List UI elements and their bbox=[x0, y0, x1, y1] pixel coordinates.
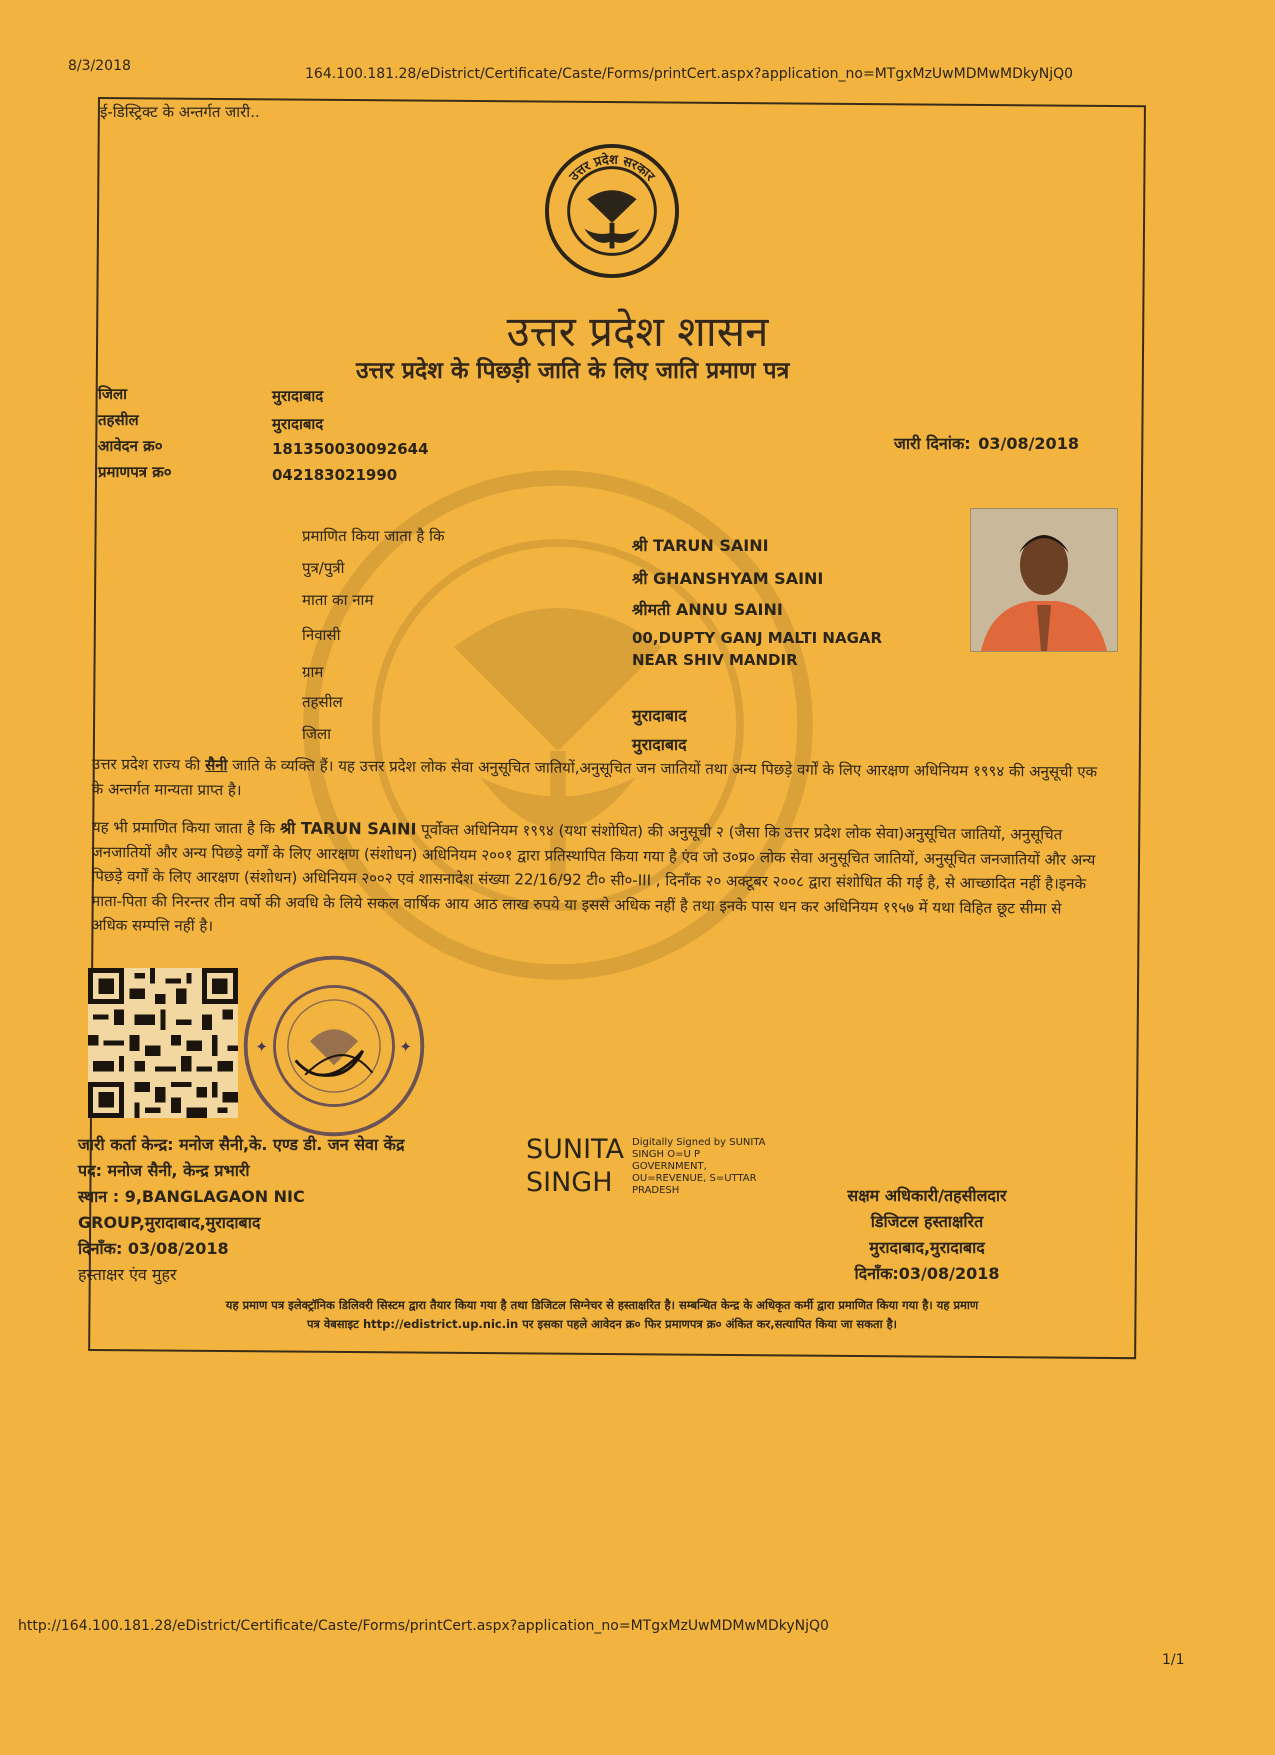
digital-signature-name-1: SUNITA bbox=[526, 1134, 624, 1165]
certified-label: प्रमाणित किया जाता है कि bbox=[302, 527, 445, 545]
applicant-photo bbox=[970, 508, 1118, 652]
issuer-signature-label: हस्ताक्षर एंव मुहर bbox=[78, 1265, 177, 1284]
field-tehsil-label: तहसील bbox=[302, 693, 343, 711]
svg-text:✦: ✦ bbox=[399, 1037, 413, 1056]
certificate-subtitle: उत्तर प्रदेश के पिछड़ी जाति के लिए जाति प्रमाण पत्र bbox=[356, 358, 790, 384]
mother-label: माता का नाम bbox=[302, 591, 374, 609]
svg-text:✦: ✦ bbox=[255, 1037, 269, 1056]
district-label: जिला bbox=[98, 385, 128, 403]
village-label: ग्राम bbox=[302, 663, 324, 681]
qr-code-icon bbox=[88, 968, 238, 1118]
print-footer-url: http://164.100.181.28/eDistrict/Certificate/Caste/Forms/printCert.aspx?application_no=MTgxMzUwMDMwMDkyNjQ0 bbox=[18, 1618, 829, 1634]
issuer-block bbox=[78, 1132, 404, 1288]
issue-date bbox=[892, 432, 1079, 454]
tehsil-label: तहसील bbox=[98, 411, 139, 429]
application-no-value: 181350030092644 bbox=[272, 440, 429, 458]
field-district-value: मुरादाबाद bbox=[632, 735, 687, 754]
issuer-centre: जारी कर्ता केन्द्र: मनोज सैनी,के. एण्ड डी. जन सेवा केंद्र bbox=[78, 1135, 405, 1154]
officer-title: सक्षम अधिकारी/तहसीलदार bbox=[847, 1186, 1007, 1205]
son-daughter-label: पुत्र/पुत्री bbox=[302, 559, 345, 577]
officer-signed: डिजिटल हस्ताक्षरित bbox=[870, 1212, 984, 1231]
officer-block bbox=[812, 1183, 1042, 1287]
verification-note-line-1: यह प्रमाण पत्र इलेक्ट्रॉनिक डिलिवरी सिस्टम द्वारा तैयार किया गया है तथा डिजिटल सिग्नेचर से हस्ताक्षरित है। सम्बन्धित केन्द्र के अधिकृत कर्मी द्वारा प्रमाणित किया गया है। यह प्रमाण bbox=[225, 1298, 979, 1312]
emblem-text: उत्तर प्रदेश सरकार bbox=[566, 152, 658, 185]
verification-note-line-2: पत्र वेबसाइट http://edistrict.up.nic.in पर इसका पहले आवेदन क्र० फिर प्रमाणपत्र क्र० अंकित कर,सत्यापित किया जा सकता है। bbox=[306, 1317, 898, 1331]
issue-date-label: जारी दिनांक: bbox=[894, 434, 971, 453]
field-tehsil-value: मुरादाबाद bbox=[632, 706, 687, 725]
page-number: 1/1 bbox=[1162, 1652, 1185, 1668]
application-no-label: आवेदन क्र० bbox=[98, 437, 163, 455]
field-district-label: जिला bbox=[302, 725, 332, 743]
print-date: 8/3/2018 bbox=[68, 58, 131, 74]
issuer-date: दिनाँक: 03/08/2018 bbox=[78, 1239, 229, 1258]
address-line-1: 00,DUPTY GANJ MALTI NAGAR bbox=[632, 629, 883, 647]
father-name: श्री GHANSHYAM SAINI bbox=[632, 569, 824, 588]
digital-signature-name-2: SINGH bbox=[526, 1167, 613, 1198]
tehsil-value: मुरादाबाद bbox=[272, 415, 324, 433]
mother-name: श्रीमती ANNU SAINI bbox=[632, 600, 783, 619]
up-government-emblem-icon bbox=[543, 142, 681, 280]
verification-note bbox=[92, 1296, 1112, 1334]
digital-signature-details: Digitally Signed by SUNITA SINGH O=U P GOVERNMENT, OU=REVENUE, S=UTTAR PRADESH bbox=[632, 1137, 766, 1196]
certify-para-name: श्री TARUN SAINI bbox=[279, 818, 417, 839]
issuer-place-line-2: GROUP,मुरादाबाद,मुरादाबाद bbox=[78, 1213, 261, 1232]
caste-paragraph bbox=[92, 752, 1102, 809]
issuer-post: पद: मनोज सैनी, केन्द्र प्रभारी bbox=[78, 1161, 250, 1180]
applicant-portrait-icon bbox=[971, 509, 1117, 651]
resident-label: निवासी bbox=[302, 626, 341, 644]
print-header-url: 164.100.181.28/eDistrict/Certificate/Caste/Forms/printCert.aspx?application_no=MTgxMzUwMDMwMDkyNjQ0 bbox=[305, 66, 1074, 82]
officer-date: दिनाँक:03/08/2018 bbox=[854, 1264, 1000, 1283]
certify-para-prefix: यह भी प्रमाणित किया जाता है कि bbox=[91, 817, 276, 838]
district-value: मुरादाबाद bbox=[272, 387, 324, 405]
issuer-place-line-1: स्थान : 9,BANGLAGAON NIC bbox=[78, 1187, 305, 1206]
officer-place: मुरादाबाद,मुरादाबाद bbox=[869, 1238, 985, 1257]
certificate-no-label: प्रमाणपत्र क्र० bbox=[98, 463, 172, 481]
caste-name: सैनी bbox=[205, 755, 228, 775]
certificate-no-value: 042183021990 bbox=[272, 466, 398, 484]
address-line-2: NEAR SHIV MANDIR bbox=[632, 651, 798, 669]
digital-signature bbox=[526, 1133, 766, 1199]
rubber-stamp-seal-icon bbox=[238, 950, 430, 1142]
issued-under-text: ई-डिस्ट्रिक्ट के अन्तर्गत जारी.. bbox=[100, 103, 260, 121]
holder-name: श्री TARUN SAINI bbox=[632, 536, 769, 555]
creamy-layer-paragraph bbox=[91, 815, 1102, 945]
issue-date-value: 03/08/2018 bbox=[978, 434, 1079, 453]
certificate-title: उत्तर प्रदेश शासन bbox=[506, 307, 769, 356]
certify-para-body: पूर्वोक्त अधिनियम १९९४ (यथा संशोधित) की अनुसूची २ (जैसा कि उत्तर प्रदेश लोक सेवा)अनुसूचित जातियों, अनुसूचित जनजातियों और अन्य पिछड़े वर्गों के लिए आरक्षण (संशोधन) अधिनियम २००१ द्वारा प्रतिस्थापित किया गया है एंव जो उ०प्र० लोक सेवा अनुसूचित जातियों, अनुसूचित जनजातियों और अन्य पिछड़े वर्गों के लिए आरक्षण (संशोधन) अधिनियम २००२ एवं शासनादेश संख्या 22/16/92 टी० सी०-III , दिनाँक २० अक्टूबर २००८ द्वारा संशोधित की गई है, से आच्छादित नहीं है।इनके माता-पिता की निरन्तर तीन वर्षो की अवधि के लिये सकल वार्षिक आय आठ लाख रुपये या इससे अधिक नहीं है तथा इनके पास धन कर अधिनियम १९५७ में यथा विहित छूट सीमा से अधिक सम्पत्ति नहीं है। bbox=[91, 820, 1096, 935]
caste-para-body: जाति के व्यक्ति हैं। यह उत्तर प्रदेश लोक सेवा अनुसूचित जातियों,अनुसूचित जन जातियों तथा अन्य पिछड़े वर्गों के लिए आरक्षण अधिनियम १९९४ की अनुसूची एक के अन्तर्गत मान्यता प्राप्त है। bbox=[91, 756, 1098, 799]
caste-para-prefix: उत्तर प्रदेश राज्य की bbox=[91, 754, 201, 774]
